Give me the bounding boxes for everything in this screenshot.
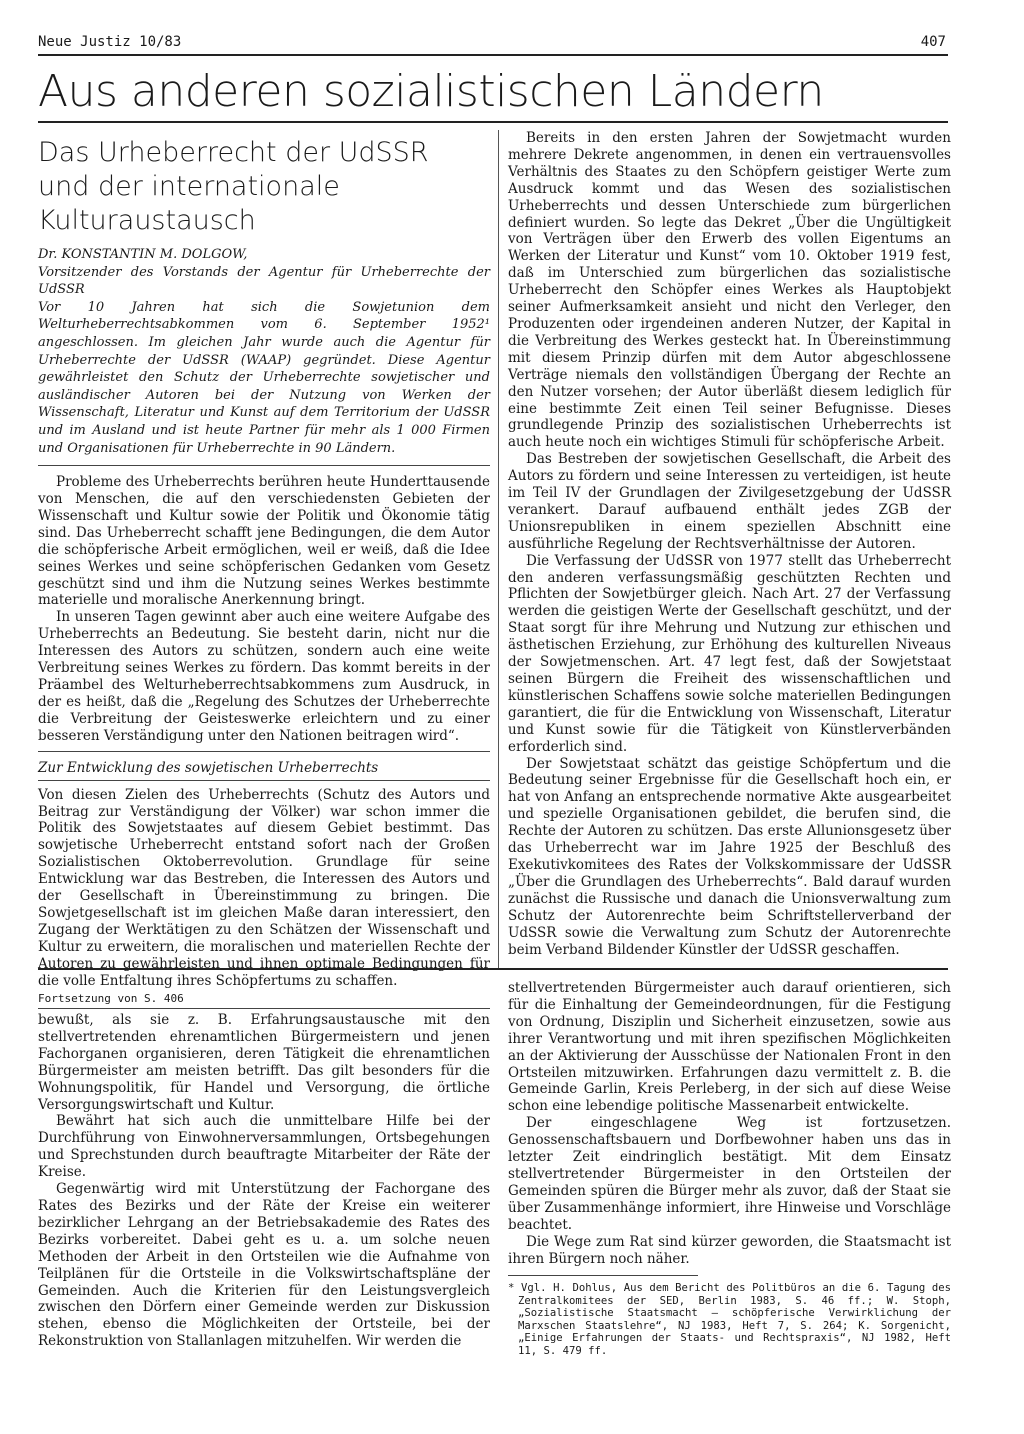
- paragraph: Das Bestreben der sowjetischen Gesellschaft, die Arbeit des Autors zu fördern und seine Interessen zu verteidigen, ist heute im Teil IV der Grundlagen der Zivilgesetzgebung der UdSSR verankert. Darauf aufbauend enthält jedes ZGB der Unionsrepubliken in einem speziellen Abschnitt eine ausführliche Regelung der Rechtsverhältnisse der Autoren.: [508, 451, 951, 552]
- section-rule: [38, 121, 948, 123]
- article-body-left: [38, 474, 490, 989]
- author-name: Dr. KONSTANTIN M. DOLGOW,: [38, 247, 248, 262]
- header-rule: [38, 54, 948, 56]
- page-number: 407: [920, 34, 946, 50]
- continuation-rule: [38, 1008, 490, 1009]
- article-left-column: [38, 130, 490, 990]
- article-right-column: [508, 130, 951, 958]
- paragraph: Der Sowjetstaat schätzt das geistige Schöpfertum und die Bedeutung seiner Ergebnisse für die Gesellschaft hoch ein, er hat von Anfang an entsprechende normative Akte ausgearbeitet und spezielle Organisationen gebildet, die berufen sind, die Rechte der Autoren zu schützen. Das erste Allunionsgesetz über das Urheberrecht war im Jahre 1925 der Beschluß des Exekutivkomitees des Rates der Volkskommissare der UdSSR „Über die Grundlagen des Urheberrechts“. Bald darauf wurden zunächst die Russische und danach die Unionsverwaltung zum Schutz der Autorenrechte beim Schriftstellerverband der UdSSR sowie die Verwaltung zum Schutz der Autorenrechte beim Verband Bildender Künstler der UdSSR geschaffen.: [508, 755, 951, 958]
- footnote-rule: [508, 1275, 698, 1276]
- paragraph: In unseren Tagen gewinnt aber auch eine weitere Aufgabe des Urheberrechts an Bedeutung. Sie besteht darin, nicht nur die Interessen des Autors zu schützen, sondern auch eine weite Verbreitung seines Werkes zu fördern. Das kommt bereits in der Präambel des Welturheberrechtsabkommens zum Ausdruck, in der es heißt, daß die „Regelung des Schutzes der Urheberrechte die Verbreitung der Geisteswerke erleichtern und zu einer besseren Verständigung unter den Nationen beitragen wird“.: [38, 609, 490, 744]
- paragraph: Die Verfassung der UdSSR von 1977 stellt das Urheberrecht den anderen verfassungsmäßig geschützten Rechten und Pflichten der Sowjetbürger gleich. Nach Art. 27 der Verfassung werden die geistigen Werte der Gesellschaft geschützt, und der Staat sorgt für ihre Mehrung und Nutzung zur ethischen und ästhetischen Erziehung, zur Erhöhung des kulturellen Niveaus der Sowjetmenschen. Art. 47 legt fest, daß der Sowjetstaat seinen Bürgern die Freiheit des wissenschaftlichen und künstlerischen Schaffens sowie solche materiellen Bedingungen garantiert, die für die Entwicklung von Wissenschaft, Literatur und Kunst sowie für die Tätigkeit von Künstlerverbänden erforderlich sind.: [508, 552, 951, 755]
- article-title-line-1: Das Urheberrecht der UdSSR: [38, 137, 429, 168]
- paragraph: Probleme des Urheberrechts berühren heute Hunderttausende von Menschen, die auf den verschiedensten Gebieten der Wissenschaft und Kultur sowie der Politik und Ökonomie tätig sind. Das Urheberrecht schafft jene Bedingungen, die dem Autor die schöpferische Arbeit ermöglichen, weil er weiß, daß die Idee seines Werkes und seine schöpferischen Gedanken vom Gesetz geschützt sind und ihm die Nutzung seines Werkes bestimmte materielle und moralische Anerkennung bringt.: [38, 474, 490, 609]
- article-title-line-2: und der internationale Kulturaustausch: [38, 171, 340, 236]
- paragraph: Der eingeschlagene Weg ist fortzusetzen. Genossenschaftsbauern und Dorfbewohner haben uns das in letzter Zeit eindringlich bestätigt. Mit dem Einsatz stellvertretender Bürgermeister in den Ortsteilen der Gemeinden spüren die Bürger mehr als zuvor, daß der Staat sie über Zusammenhänge informiert, ihre Hinweise und Vorschläge beachtet.: [508, 1115, 951, 1233]
- section-title: Aus anderen sozialistischen Ländern: [38, 66, 824, 117]
- article-title: [38, 136, 490, 238]
- article-abstract: Vor 10 Jahren hat sich die Sowjetunion dem Welturheberrechtsabkommen vom 6. September 1952¹ angeschlossen. Im gleichen Jahr wurde auch die Agentur für Urheberrechte der UdSSR (WAAP) gegründet. Diese Agentur gewährleistet den Schutz der Urheberrechte sowjetischer und ausländischer Autoren bei der Nutzung von Werken der Wissenschaft, Literatur und Kunst auf dem Territorium der UdSSR und im Ausland und ist heute Partner für mehr als 1 000 Firmen und Organisationen für Urheberrechte in 90 Ländern.: [38, 299, 490, 456]
- continuation-label: Fortsetzung von S. 406: [38, 992, 184, 1005]
- column-divider: [498, 130, 499, 968]
- paragraph: Gegenwärtig wird mit Unterstützung der Fachorgane des Rates des Bezirks und der Räte der Kreise ein weiterer bezirklicher Lehrgang an der Betriebsakademie des Rates des Bezirks vorbereitet. Dabei geht es u. a. um solche neuen Methoden der Arbeit in den Ortsteilen wie die Aufnahme von Teilplänen für die Ortsteile in die Volkswirtschaftspläne der Gemeinden. Auch die Kriterien für den Leistungsvergleich zwischen den Dörfern einer Gemeinde werden zur Diskussion stehen, ebenso die Möglichkeiten der Ortsteile, bei der Rekonstruktion von Stallanlagen mitzuhelfen. Wir werden die: [38, 1181, 490, 1350]
- paragraph: Von diesen Zielen des Urheberrechts (Schutz des Autors und Beitrag zur Verständigung der Völker) war schon immer die Politik des Sowjetstaates auf diesem Gebiet bestimmt. Das sowjetische Urheberrecht entstand sofort nach der Großen Sozialistischen Oktoberrevolution. Grundlage für seine Entwicklung war das Bestreben, die Interessen des Autors und der Gesellschaft in Übereinstimmung zu bringen. Die Sowjetgesellschaft ist im gleichen Maße daran interessiert, den Zugang der Werktätigen zu den Schätzen der Wissenschaft und Kultur zu erweitern, die moralischen und materiellen Rechte der Autoren zu gewährleisten und ihnen optimale Bedingungen für die volle Entfaltung ihres Schöpfertums zu schaffen.: [38, 786, 490, 989]
- paragraph: bewußt, als sie z. B. Erfahrungsaustausche mit den stellvertretenden ehrenamtlichen Bürgermeistern und jenen Fachorganen organisieren, deren Tätigkeit die ehrenamtlichen Bürgermeister am meisten betrifft. Das gilt besonders für die Wohnungspolitik, für Handel und Versorgung, die örtliche Versorgungswirtschaft und Kultur.: [38, 1012, 490, 1113]
- paragraph: stellvertretenden Bürgermeister auch darauf orientieren, sich für die Einhaltung der Gemeindeordnungen, für die Festigung von Ordnung, Disziplin und Sicherheit einzusetzen, sowie aus ihrer Verantwortung und mit ihren spezifischen Möglichkeiten an der Aktivierung der Ausschüsse der Nationalen Front in den Ortsteilen mitzuwirken. Erfahrungen dazu vermittelt z. B. die Gemeinde Garlin, Kreis Perleberg, in der sich auf diese Weise schon eine lebendige politische Massenarbeit entwickelte.: [508, 980, 951, 1115]
- footnote: * Vgl. H. Dohlus, Aus dem Bericht des Politbüros an die 6. Tagung des Zentralkomitees der SED, Berlin 1983, S. 46 ff.; W. Stoph, „Sozialistische Staatsmacht – schöpferische Verwirklichung der Marxschen Staatslehre“, NJ 1983, Heft 7, S. 264; K. Sorgenicht, „Einige Erfahrungen der Staats- und Rechtspraxis“, NJ 1982, Heft 11, S. 479 ff.: [508, 1282, 951, 1357]
- article-end-rule: [38, 968, 948, 970]
- abstract-rule: [38, 465, 490, 466]
- continuation-left-column: [38, 1012, 490, 1350]
- paragraph: Bereits in den ersten Jahren der Sowjetmacht wurden mehrere Dekrete angenommen, in denen ein vertrauensvolles Verhältnis des Staates zu den Schöpfern geistiger Werte zum Ausdruck kommt und das Wesen des sozialistischen Urheberrechts und dessen Unterschiede zum bürgerlichen definiert wurden. So legte das Dekret „Über die Ungültigkeit von Verträgen über den Erwerb des vollen Eigentums an Werken der Literatur und Kunst“ vom 10. Oktober 1919 fest, daß im Unterschied zum bürgerlichen das sozialistische Urheberrecht den Schöpfer eines Werkes als Hauptobjekt seiner Aufmerksamkeit ansieht und nicht den Verleger, den Produzenten oder irgendeinen anderen Nutzer, der Kapital in die Verbreitung des Werkes gesteckt hat. In Übereinstimmung mit diesem Prinzip dürfen mit dem Autor abgeschlossene Verträge niemals den vollständigen Übergang der Rechte an den Nutzer vorsehen; der Autor überläßt diesem lediglich für eine bestimmte Zeit einen Teil seiner Befugnisse. Dieses grundlegende Prinzip des sozialistischen Urheberrechts ist auch heute noch ein wichtiges Stimuli für schöpferische Arbeit.: [508, 130, 951, 451]
- journal-header: Neue Justiz 10/83: [38, 34, 182, 50]
- subheading: Zur Entwicklung des sowjetischen Urheberrechts: [38, 760, 490, 781]
- paragraph: Die Wege zum Rat sind kürzer geworden, die Staatsmacht ist ihren Bürgern noch näher.: [508, 1233, 951, 1267]
- paragraph: Bewährt hat sich auch die unmittelbare Hilfe bei der Durchführung von Einwohnerversammlungen, Ortsbegehungen und Sprechstunden durch beauftragte Mitarbeiter der Räte der Kreise.: [38, 1113, 490, 1181]
- continuation-right-column: [508, 980, 951, 1357]
- author-block: [38, 246, 490, 457]
- author-role: Vorsitzender des Vorstands der Agentur für Urheberrechte der UdSSR: [38, 264, 490, 298]
- subheading-rule: [38, 751, 490, 752]
